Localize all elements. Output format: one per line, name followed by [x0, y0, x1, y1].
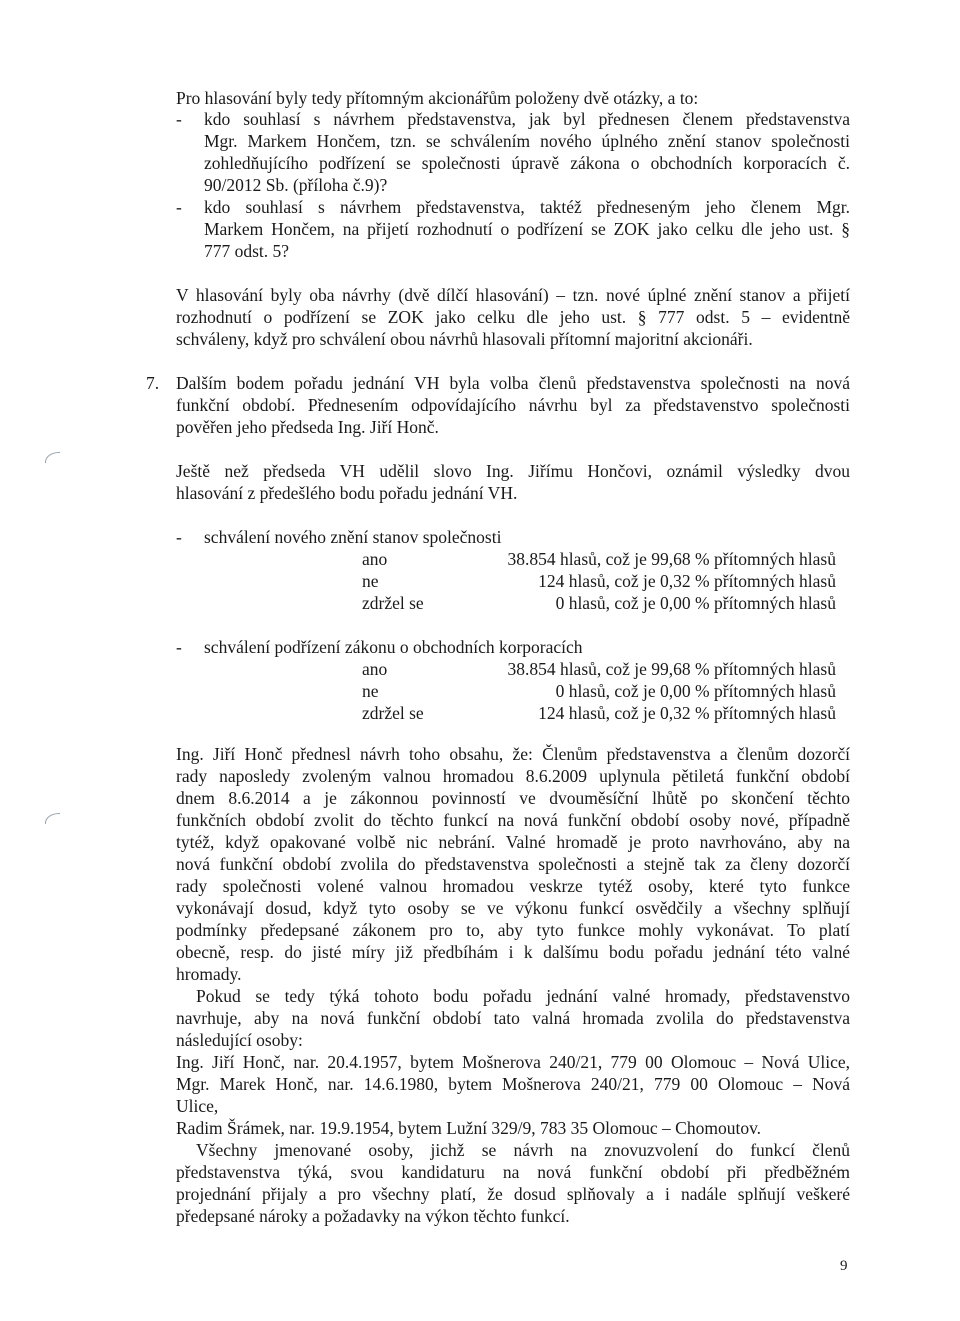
vote-2-title: schválení podřízení zákonu o obchodních korporacích	[204, 637, 583, 657]
closing-line: předepsané nároky a požadavky na výkon těchto funkcí.	[176, 1206, 570, 1226]
proposal-line: Ing. Jiří Honč přednesl návrh toho obsahu, že: Členům představenstva a členům dozorčí	[176, 744, 850, 764]
proposal-line: funkčních období zvolit do těchto funkcí na nová funkční období osoby nové, případně	[176, 810, 850, 830]
punch-hole-mark	[45, 813, 60, 824]
question-1-line: 90/2012 Sb. (příloha č.9)?	[204, 175, 388, 195]
bullet-dash: -	[176, 527, 182, 547]
person-entry: Radim Šrámek, nar. 19.9.1954, bytem Lužní 329/9, 783 35 Olomouc – Chomoutov.	[176, 1118, 762, 1138]
proposal-line: vykonávají dosud, když tyto osoby se ve výkonu funkcí osvědčily a všechny splňují	[176, 898, 850, 918]
question-1-line: kdo souhlasí s návrhem představenstva, jak byl přednesen členem představenstva	[204, 109, 850, 129]
closing-line: Všechny jmenované osoby, jichž se návrh na znovuzvolení do funkcí členů	[196, 1140, 850, 1160]
proposal-line: nová funkční období zvolila do představenstva společnosti a stejně tak za členy dozorčí	[176, 854, 850, 874]
bullet-dash: -	[176, 637, 182, 657]
vote-count: 38.854 hlasů, což je 99,68 % přítomných hlasů	[507, 549, 836, 569]
bullet-dash: -	[176, 109, 182, 129]
vote-count: 0 hlasů, což je 0,00 % přítomných hlasů	[555, 593, 836, 613]
vote-count: 124 hlasů, což je 0,32 % přítomných hlasů	[538, 571, 836, 591]
person-entry: Mgr. Marek Honč, nar. 14.6.1980, bytem Mošnerova 240/21, 779 00 Olomouc – Nová	[176, 1074, 850, 1094]
intro-line: Pro hlasování byly tedy přítomným akcionářům položeny dvě otázky, a to:	[176, 88, 699, 108]
item-7-line: Dalším bodem pořadu jednání VH byla volba členů představenstva společnosti na nová	[176, 373, 850, 393]
vote-option-label: zdržel se	[362, 703, 424, 723]
results-intro-line: hlasování z předešlého bodu pořadu jednání VH.	[176, 483, 518, 503]
proposal-line: tytéž, když opakované volbě nic nebrání. Valné hromadě je proto navrhováno, aby na	[176, 832, 850, 852]
proposal-line: rady společnosti volené valnou hromadou veskrze tytéž osoby, které tyto funkce	[176, 876, 850, 896]
closing-line: představenstva týká, svou kandidaturu na nová funkční období při předběžném	[176, 1162, 850, 1182]
question-1-line: zohledňujícího podřízení se společnosti úpravě zákona o obchodních korporacích č.	[204, 153, 850, 173]
item-number: 7.	[146, 373, 160, 393]
vote-count: 124 hlasů, což je 0,32 % přítomných hlasů	[538, 703, 836, 723]
page-number: 9	[840, 1258, 848, 1274]
punch-hole-mark	[45, 452, 60, 463]
vote-paragraph-line: rozhodnutí o podřízení se ZOK jako celku dle jeho ust. § 777 odst. 5 – evidentně	[176, 307, 850, 327]
vote-1-title: schválení nového znění stanov společnosti	[204, 527, 502, 547]
vote-option-label: zdržel se	[362, 593, 424, 613]
vote-option-label: ne	[362, 681, 379, 701]
question-2-line: 777 odst. 5?	[204, 241, 290, 261]
proposal-line: dnem 8.6.2014 a je zákonnou povinností ve dvouměsíční lhůtě po skončení těchto	[176, 788, 850, 808]
proposal-line: podmínky předepsané zákonem pro to, aby tyto funkce mohly vykonávat. To platí	[176, 920, 850, 940]
item-7-line: pověřen jeho předseda Ing. Jiří Honč.	[176, 417, 439, 437]
item-7-line: funkční období. Přednesením odpovídajícího návrhu byl za představenstvo společnosti	[176, 395, 850, 415]
vote-option-label: ano	[362, 549, 388, 569]
question-1-line: Mgr. Markem Hončem, tzn. se schválením nového úplného znění stanov společnosti	[204, 131, 850, 151]
person-entry: Ulice,	[176, 1096, 219, 1116]
proposal-line: hromady.	[176, 964, 242, 984]
pokud-line: následující osoby:	[176, 1030, 303, 1050]
vote-option-label: ano	[362, 659, 388, 679]
question-2-line: kdo souhlasí s návrhem představenstva, taktéž předneseným jeho členem Mgr.	[204, 197, 850, 217]
bullet-dash: -	[176, 197, 182, 217]
pokud-line: Pokud se tedy týká tohoto bodu pořadu jednání valné hromady, představenstvo	[196, 986, 850, 1006]
vote-option-label: ne	[362, 571, 379, 591]
vote-paragraph-line: V hlasování byly oba návrhy (dvě dílčí hlasování) – tzn. nové úplné znění stanov a přijetí	[176, 285, 850, 305]
pokud-line: navrhuje, aby na nová funkční období tato valná hromada zvolila do představenstva	[176, 1008, 850, 1028]
question-2-line: Markem Hončem, na přijetí rozhodnutí o podřízení se ZOK jako celku dle jeho ust. §	[204, 219, 850, 239]
person-entry: Ing. Jiří Honč, nar. 20.4.1957, bytem Mošnerova 240/21, 779 00 Olomouc – Nová Ulice,	[176, 1052, 850, 1072]
proposal-line: obecně, resp. do jisté míry již předbíhám i k dalšímu bodu pořadu jednání této valné	[176, 942, 850, 962]
results-intro-line: Ještě než předseda VH udělil slovo Ing. Jiřímu Hončovi, oznámil výsledky dvou	[176, 461, 850, 481]
vote-paragraph-line: schváleny, když pro schválení obou návrhů hlasovali přítomní majoritní akcionáři.	[176, 329, 753, 349]
vote-count: 0 hlasů, což je 0,00 % přítomných hlasů	[555, 681, 836, 701]
vote-count: 38.854 hlasů, což je 99,68 % přítomných hlasů	[507, 659, 836, 679]
proposal-line: rady naposledy zvoleným valnou hromadou 8.6.2009 uplynula pětiletá funkční období	[176, 766, 850, 786]
closing-line: projednání přijaly a pro všechny platí, že dosud splňovaly a i nadále splňují veškeré	[176, 1184, 850, 1204]
